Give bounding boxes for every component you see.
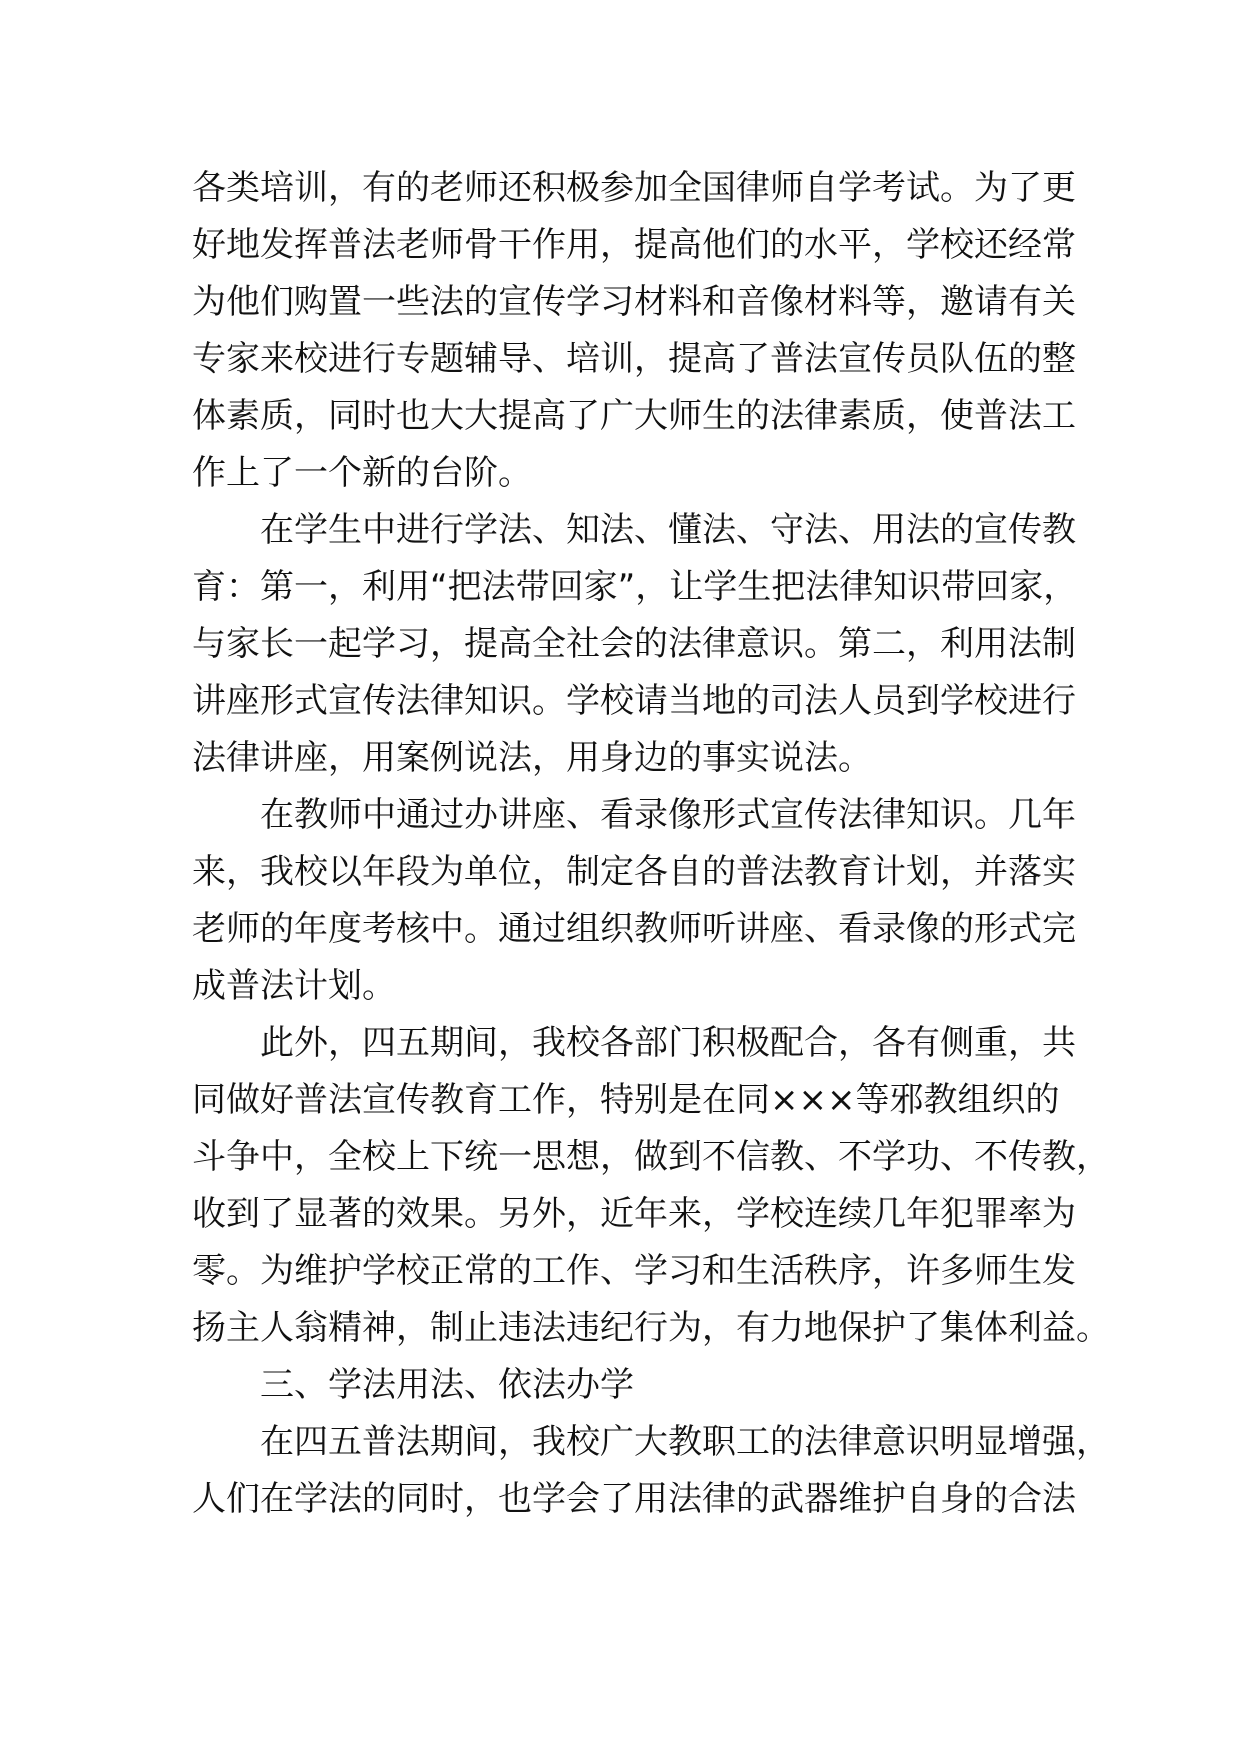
section-heading: 三、学法用法、依法办学	[260, 1365, 634, 1405]
text-line: 育：第一，利用“把法带回家”，让学生把法律知识带回家，	[192, 567, 1078, 607]
text-line: 讲座形式宣传法律知识。学校请当地的司法人员到学校进行	[192, 681, 1076, 721]
text-line: 好地发挥普法老师骨干作用，提高他们的水平，学校还经常	[192, 225, 1076, 265]
text-line: 收到了显著的效果。另外，近年来，学校连续几年犯罪率为	[192, 1194, 1076, 1234]
text-line: 与家长一起学习，提高全社会的法律意识。第二，利用法制	[192, 624, 1076, 664]
text-line: 专家来校进行专题辅导、培训，提高了普法宣传员队伍的整	[192, 339, 1076, 379]
text-line: 法律讲座，用案例说法，用身边的事实说法。	[192, 738, 872, 778]
text-line: 作上了一个新的台阶。	[192, 453, 532, 493]
text-line: 零。为维护学校正常的工作、学习和生活秩序，许多师生发	[192, 1251, 1076, 1291]
body-text	[192, 160, 1110, 1528]
text-line: 斗争中，全校上下统一思想，做到不信教、不学功、不传教，	[192, 1137, 1110, 1177]
text-line: 扬主人翁精神，制止违法违纪行为，有力地保护了集体利益。	[192, 1308, 1110, 1348]
text-line: 人们在学法的同时，也学会了用法律的武器维护自身的合法	[192, 1479, 1076, 1519]
text-line: 体素质，同时也大大提高了广大师生的法律素质，使普法工	[192, 396, 1076, 436]
paragraph-first-line: 此外，四五期间，我校各部门积极配合，各有侧重，共	[260, 1023, 1076, 1063]
text-line: 为他们购置一些法的宣传学习材料和音像材料等，邀请有关	[192, 282, 1076, 322]
paragraph-first-line: 在学生中进行学法、知法、懂法、守法、用法的宣传教	[260, 510, 1076, 550]
paragraph-first-line: 在教师中通过办讲座、看录像形式宣传法律知识。几年	[260, 795, 1076, 835]
text-line: 来，我校以年段为单位，制定各自的普法教育计划，并落实	[192, 852, 1076, 892]
text-line: 同做好普法宣传教育工作，特别是在同×××等邪教组织的	[192, 1080, 1060, 1120]
paragraph-first-line: 在四五普法期间，我校广大教职工的法律意识明显增强，	[260, 1422, 1110, 1462]
text-line: 老师的年度考核中。通过组织教师听讲座、看录像的形式完	[192, 909, 1076, 949]
text-line: 各类培训，有的老师还积极参加全国律师自学考试。为了更	[192, 168, 1076, 208]
text-line: 成普法计划。	[192, 966, 396, 1006]
